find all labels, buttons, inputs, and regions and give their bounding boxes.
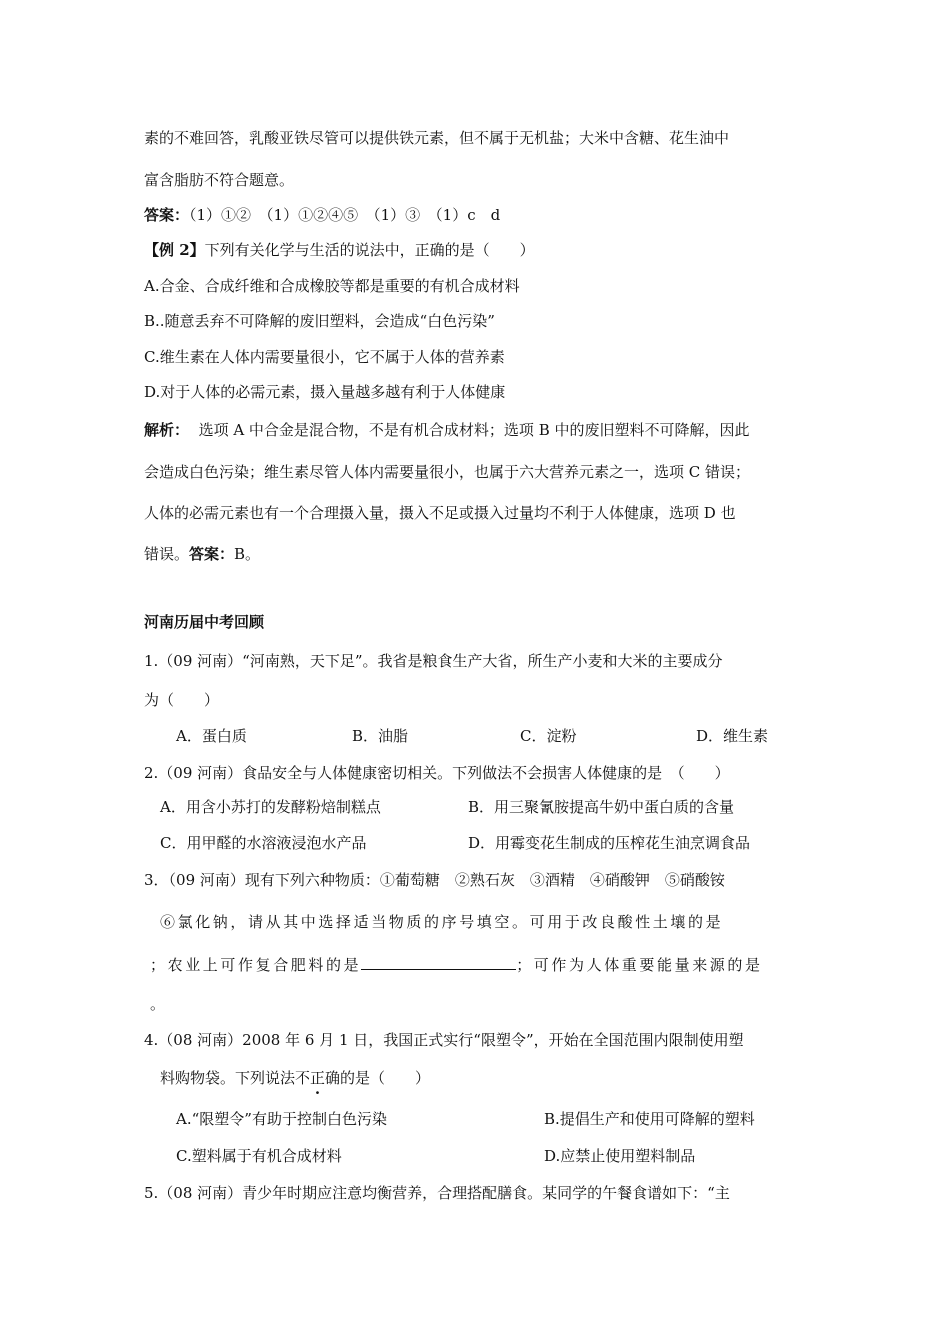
example-2-question (144, 240, 535, 260)
section-title: 河南历届中考回顾 (144, 613, 265, 631)
q1-option-d: D．维生素 (696, 727, 769, 745)
example-option-c: C.维生素在人体内需要量很小，它不属于人体的营养素 (144, 348, 505, 366)
q1-stem-line-1: 1.（09 河南）“河南熟，天下足”。我省是粮食生产大省，所生产小麦和大米的主要成分 (144, 652, 723, 670)
analysis-answer-label: 答案： (189, 545, 235, 563)
q5-line-1: 5.（08 河南）青少年时期应注意均衡营养，合理搭配膳食。某同学的午餐食谱如下：“主 (144, 1184, 730, 1202)
q4-option-a: A.“限塑令”有助于控制白色污染 (176, 1110, 387, 1128)
example-label: 【例 2】 (144, 241, 205, 259)
analysis-answer-text: B。 (234, 545, 261, 563)
q1-option-b: B．油脂 (352, 727, 409, 745)
analysis-line-3: 人体的必需元素也有一个合理摄入量，摄入不足或摄入过量均不利于人体健康，选项 D 也 (144, 504, 736, 522)
q4-line-2: 料购物袋。下列说法不正确的是（ ） (160, 1069, 431, 1087)
q4-line-1: 4.（08 河南）2008 年 6 月 1 日，我国正式实行“限塑令”，开始在全国范围内限制使用塑 (144, 1031, 744, 1049)
intro-line-1: 素的不难回答，乳酸亚铁尽管可以提供铁元素，但不属于无机盐；大米中含糖、花生油中 (144, 129, 730, 147)
example-option-b: B..随意丢弃不可降解的废旧塑料，会造成“白色污染” (144, 312, 495, 330)
example-option-a: A.合金、合成纤维和合成橡胶等都是重要的有机合成材料 (144, 277, 520, 295)
answer-label: 答案： (144, 206, 190, 224)
q4-option-b: B.提倡生产和使用可降解的塑料 (544, 1110, 755, 1128)
example-question: 下列有关化学与生活的说法中，正确的是（ ） (204, 241, 535, 259)
analysis-line-4: 错误。答案：B。 (144, 545, 261, 563)
q3-line-2: ⑥氯化钠，请从其中选择适当物质的序号填空。可用于改良酸性土壤的是 (160, 913, 724, 931)
q3-answer-blank (361, 953, 516, 970)
q4-emphasis: 不正确 (295, 1069, 341, 1087)
example-option-d: D.对于人体的必需元素，摄入量越多越有利于人体健康 (144, 383, 506, 401)
analysis-line-1: 解析： 选项 A 中合金是混合物，不是有机合成材料；选项 B 中的废旧塑料不可降解，因此 (144, 421, 750, 439)
q2-option-a: A．用含小苏打的发酵粉焙制糕点 (160, 798, 381, 816)
answer-text: （1）①② （1）①②④⑤ （1）③ （1）c d (189, 206, 501, 224)
analysis-label: 解析： (144, 421, 190, 439)
q2-option-b: B．用三聚氰胺提高牛奶中蛋白质的含量 (468, 798, 735, 816)
intro-line-2: 富含脂肪不符合题意。 (144, 171, 295, 189)
answer-1 (144, 205, 500, 225)
q1-option-c: C．淀粉 (520, 727, 577, 745)
q2-option-c: C．用甲醛的水溶液浸泡水产品 (160, 834, 367, 852)
q2-stem: 2.（09 河南）食品安全与人体健康密切相关。下列做法不会损害人体健康的是 （ ） (144, 764, 730, 782)
q3-line-1: 3．（09 河南）现有下列六种物质：①葡萄糖 ②熟石灰 ③酒精 ④硝酸钾 ⑤硝酸铵 (144, 871, 725, 889)
q1-option-a: A．蛋白质 (176, 727, 247, 745)
q1-stem-line-2: 为（ ） (144, 691, 220, 709)
q3-line-4: 。 (150, 995, 166, 1013)
q2-option-d: D．用霉变花生制成的压榨花生油烹调食品 (468, 834, 751, 852)
q4-option-c: C.塑料属于有机合成材料 (176, 1147, 342, 1165)
q3-line-3: ；农业上可作复合肥料的是 ；可作为人体重要能量来源的是 (150, 953, 763, 975)
analysis-line-2: 会造成白色污染；维生素尽管人体内需要量很小，也属于六大营养元素之一，选项 C 错误； (144, 463, 751, 481)
q4-option-d: D.应禁止使用塑料制品 (544, 1147, 696, 1165)
